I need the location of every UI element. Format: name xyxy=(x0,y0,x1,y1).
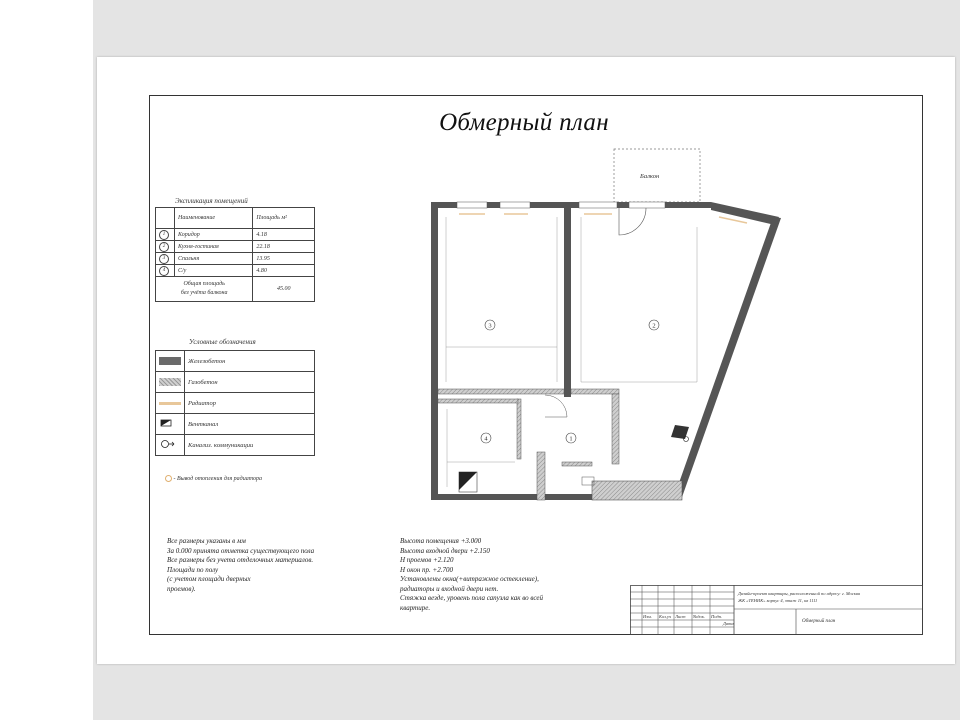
partition-wall-horizontal xyxy=(438,389,564,394)
sheet-title: Обмерный план xyxy=(439,109,609,136)
note-line: Н проемов +2.120 xyxy=(400,556,454,564)
stamp-col-label: Кол.уч xyxy=(659,614,672,619)
notes-left xyxy=(167,537,314,594)
note-line: Стяжка везде, уровень пола сапузла как во всей xyxy=(400,594,544,602)
table-cell: 22.18 xyxy=(253,241,315,253)
note-line: Все размеры без учета отделочных материалов. xyxy=(167,556,314,564)
kitchen-fixture xyxy=(671,425,689,439)
corridor-wall xyxy=(612,394,619,464)
balcony-label: Балкон xyxy=(640,173,660,180)
note-line: За 0.000 принята отметка существующего пола xyxy=(167,546,315,555)
table-header-name: Наименование xyxy=(175,208,253,229)
window-opening xyxy=(579,202,617,208)
svg-text:3: 3 xyxy=(488,322,492,330)
table-cell: 4.80 xyxy=(253,265,315,277)
note-line: радиаторы и входной двери нет. xyxy=(400,584,499,593)
stamp-col-label: Изм. xyxy=(643,614,652,619)
stamp-col-label: №док. xyxy=(693,614,705,619)
legend-label: Канализ. коммуникации xyxy=(185,435,315,456)
partition-wall-horizontal xyxy=(571,389,619,394)
note-line: проемов). xyxy=(167,584,196,593)
table-cell: 4.18 xyxy=(253,229,315,241)
legend-label: Вентканал xyxy=(185,414,315,435)
left-outer-wall xyxy=(431,202,438,500)
legend-caption: Условные обозначения xyxy=(189,338,256,346)
bathroom-wall xyxy=(517,399,521,459)
note-line: Высота входной двери +2.150 xyxy=(400,546,490,555)
stamp-col-label: Подп. xyxy=(711,614,723,619)
svg-text:2: 2 xyxy=(652,322,656,330)
room-marker-1 xyxy=(566,433,576,443)
radiator xyxy=(719,217,747,223)
total-label-line: Общая площадь xyxy=(183,281,225,287)
table-total-value: 45.00 xyxy=(253,277,315,302)
room-number-marker: 2 xyxy=(159,242,169,252)
room-marker-2 xyxy=(649,320,659,330)
legend-label: Газобетон xyxy=(185,372,315,393)
total-label-line: без учёта балкона xyxy=(180,290,228,296)
table-cell: Спальня xyxy=(175,253,253,265)
door-swing xyxy=(619,208,646,235)
note-line: Все размеры указаны в мм xyxy=(167,537,246,545)
stamp-col-label: Дата xyxy=(723,621,734,626)
bottom-outer-wall-left xyxy=(431,494,595,500)
partition-wall-vertical xyxy=(564,205,571,397)
stamp-project-line: Дизайн-проект квартиры, расположенной по адресу: г. Москва xyxy=(738,591,861,596)
legend-label: Радиатор xyxy=(185,393,315,414)
note-line: квартире. xyxy=(400,603,431,612)
diagonal-outer-wall xyxy=(674,217,781,500)
explication-caption: Экспликация помещений xyxy=(175,197,248,205)
table-header-area: Площадь м² xyxy=(253,208,315,229)
room-marker-3 xyxy=(485,320,495,330)
window-opening xyxy=(457,202,487,208)
svg-text:4: 4 xyxy=(484,435,488,443)
left-margin xyxy=(0,0,93,720)
sewer-riser xyxy=(684,437,689,442)
bottom-outer-wall-right xyxy=(592,481,682,500)
table-cell: Коридор xyxy=(175,229,253,241)
room-number-marker: 4 xyxy=(159,266,169,276)
corridor-wall xyxy=(562,462,592,466)
top-right-outer-wall xyxy=(711,202,779,225)
svg-text:1: 1 xyxy=(569,435,573,443)
room-number-marker: 3 xyxy=(159,254,169,264)
note-line: Высота помещения +3.000 xyxy=(400,537,482,545)
title-block xyxy=(630,585,923,635)
drawing-sheet xyxy=(97,57,955,664)
window-opening xyxy=(629,202,665,208)
legend-label: Железобетон xyxy=(185,351,315,372)
stamp-project-line: ЖК «ТЕНИК» корпус 4, этаж 11, кв 1111 xyxy=(738,598,818,603)
room-marker-4 xyxy=(481,433,491,443)
bathroom-wall xyxy=(438,399,518,403)
table-cell: 13.95 xyxy=(253,253,315,265)
room-number-marker: 1 xyxy=(159,230,169,240)
window-opening xyxy=(500,202,530,208)
stamp-sheet-name: Обмерный план xyxy=(802,619,836,624)
table-cell: Кухня-гостиная xyxy=(175,241,253,253)
table-cell: С/у xyxy=(175,265,253,277)
note-line: Н окон пр. +2.700 xyxy=(400,565,454,574)
door-swing xyxy=(545,395,567,417)
note-line: Площади по полу xyxy=(167,565,219,574)
stamp-col-label: Лист xyxy=(675,614,686,619)
corridor-wall xyxy=(537,452,545,500)
note-line: Установлены окна(+витражное остекление), xyxy=(400,575,539,583)
notes-right xyxy=(400,537,543,613)
note-line: (с учетом площади дверных xyxy=(167,575,251,583)
radiator-note-text: - Вывод отопления для радиатора xyxy=(173,475,263,482)
